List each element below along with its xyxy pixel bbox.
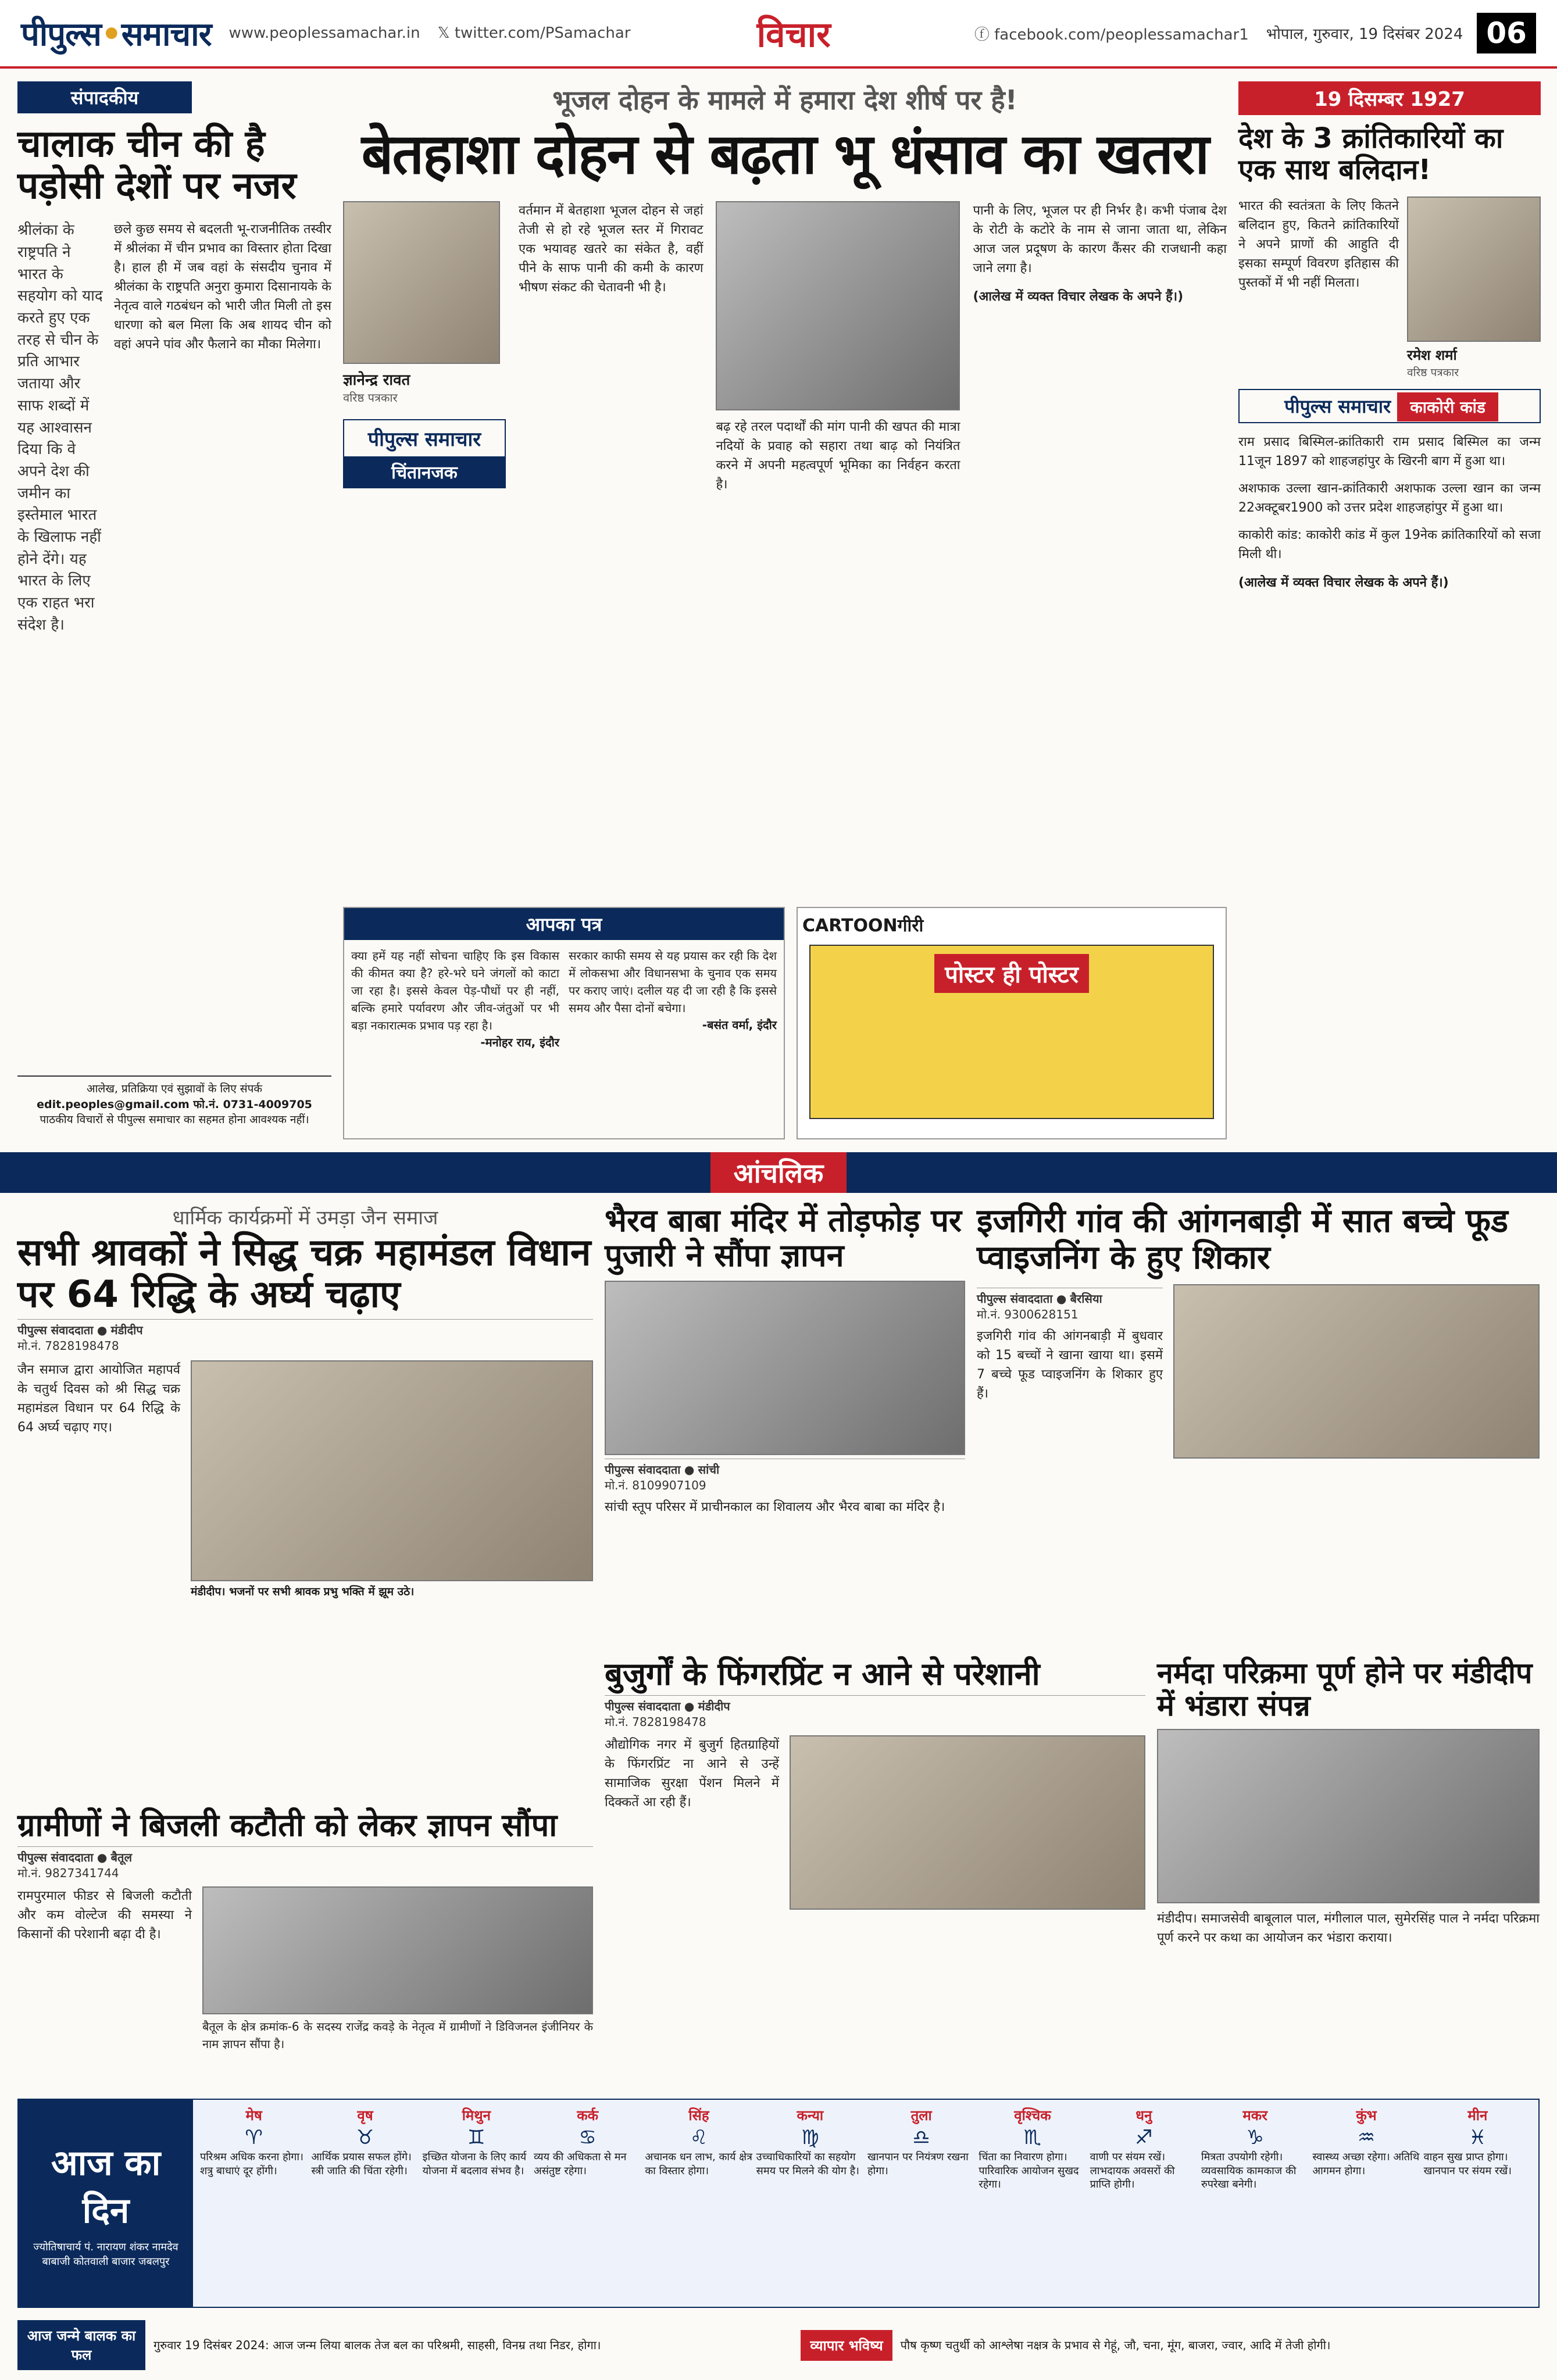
sign-name: मिथुन bbox=[462, 2107, 491, 2124]
sign-card bbox=[1201, 2107, 1309, 2300]
story-body: मंडीदीप। समाजसेवी बाबूलाल पाल, मंगीलाल पाल, सुमेरसिंह पाल ने नर्मदा परिक्रमा पूर्ण करने पर कथा का आयोजन कर भंडारा कराया। bbox=[1157, 1911, 1540, 1945]
sign-card bbox=[311, 2107, 419, 2300]
lead-kicker: भूजल दोहन के मामले में हमारा देश शीर्ष पर है! bbox=[552, 84, 1017, 116]
right-body-4: काकोरी कांड: काकोरी कांड में कुल 19नेक क्रांतिकारियों को सजा मिली थी। bbox=[1238, 527, 1541, 562]
letters bbox=[343, 907, 785, 1139]
story-byline: पीपुल्स संवाददाता ● सांची मो.नं. 8109907109 bbox=[605, 1459, 965, 1493]
sign-card bbox=[423, 2107, 530, 2300]
story-photo bbox=[1173, 1284, 1540, 1459]
story-photo bbox=[790, 1735, 1145, 1910]
right-note: (आलेख में व्यक्त विचार लेखक के अपने हैं।) bbox=[1238, 575, 1449, 590]
story-body: सांची स्तूप परिसर में प्राचीनकाल का शिवालय और भैरव बाबा का मंदिर है। bbox=[605, 1499, 945, 1514]
sign-card bbox=[645, 2107, 752, 2300]
astrologer-credit: ज्योतिषाचार्य पं. नारायण शंकर नामदेव बाबाजी कोतवाली बाजार जबलपुर bbox=[33, 2240, 178, 2268]
cartoon bbox=[797, 907, 1227, 1139]
letter-1: क्या हमें यह नहीं सोचना चाहिए कि इस विकास की कीमत क्या है? हरे-भरे घने जंगलों को काटा जा रहा है। इससे केवल पेड़-पौधों पर ही नहीं, बल्कि हमारे पर्यावरण और जीव-जंतुओं पर भी बड़ा नकारात्मक प्रभाव पड़ रहा है। bbox=[351, 949, 559, 1032]
story-electricity bbox=[17, 1808, 593, 2087]
sign-text: इच्छित योजना के लिए कार्य योजना में बदलाव संभव है। bbox=[422, 2151, 527, 2177]
editorial-tag: संपादकीय bbox=[17, 81, 192, 113]
story-photo bbox=[1157, 1729, 1540, 1903]
author-photo bbox=[1407, 196, 1541, 342]
sign-name: सिंह bbox=[688, 2107, 709, 2124]
sign-text: चिंता का निवारण होगा। पारिवारिक आयोजन सुखद रहेगा। bbox=[979, 2151, 1079, 2191]
author-photo bbox=[343, 201, 500, 364]
sign-name: कन्या bbox=[797, 2107, 824, 2124]
editorial-pullquote: श्रीलंका के राष्ट्रपति ने भारत के सहयोग को याद करते हुए एक तरह से चीन के प्रति आभार जताया और साफ शब्दों में यह आश्वासन दिया कि वे अपने देश की जमीन का इस्तेमाल भारत के खिलाफ नहीं होने देंगे। यह भारत के लिए एक राहत भरा संदेश है। bbox=[17, 221, 103, 634]
facebook-link[interactable]: ⓕ facebook.com/peoplessamachar1 bbox=[974, 26, 1249, 44]
sign-name: मेष bbox=[245, 2107, 262, 2124]
story-jain bbox=[17, 1203, 593, 1796]
letter-2: सरकार काफी समय से यह प्रयास कर रही कि देश में लोकसभा और विधानसभा के चुनाव एक समय पर कराए जाएं। दलील यह दी जा रही है कि इससे समय और पैसा दोनों बचेगा। bbox=[569, 949, 777, 1015]
story-photo bbox=[202, 1886, 593, 2014]
lead-body-2: बढ़ रहे तरल पदार्थों की मांग पानी की खपत की मात्रा नदियों के प्रवाह को सहारा तथा बाढ़ को नियंत्रित करने में अपनी महत्वपूर्ण भूमिका का निर्वहन करता है। bbox=[716, 419, 960, 492]
leo-icon: ♌ bbox=[690, 2126, 708, 2150]
sign-name: वृश्चिक bbox=[1014, 2107, 1051, 2124]
lead-headline: बेतहाशा दोहन से बढ़ता भू धंसाव का खतरा bbox=[361, 121, 1209, 187]
scorpio-icon: ♏ bbox=[1023, 2126, 1042, 2150]
story-kicker: धार्मिक कार्यक्रमों में उमड़ा जैन समाज bbox=[172, 1206, 438, 1230]
gemini-icon: ♊ bbox=[467, 2126, 485, 2150]
section-title: विचार bbox=[756, 15, 831, 55]
sign-card bbox=[756, 2107, 864, 2300]
website-link[interactable]: www.peoplessamachar.in bbox=[228, 24, 420, 42]
lead-article bbox=[343, 81, 1227, 895]
editorial-body: छले कुछ समय से बदलती भू-राजनीतिक तस्वीर में श्रीलंका में चीन प्रभाव का विस्तार होता दिखा है। हाल ही में जब वहां के संसदीय चुनाव में श्रीलंका के राष्ट्रपति अनुरा कुमारा दिसानायके के नेतृत्व वाले गठबंधन को भारी जीत मिली तो इस धारणा को बल मिला कि अब शायद चीन को वहां अपने पांव और फैलाने का मौका मिलेगा। bbox=[114, 222, 331, 352]
sign-card bbox=[200, 2107, 308, 2300]
story-bhairav bbox=[605, 1203, 965, 1645]
sign-card bbox=[979, 2107, 1086, 2300]
horoscope bbox=[17, 2099, 1540, 2308]
sign-name: तुला bbox=[910, 2107, 932, 2124]
sign-card bbox=[1312, 2107, 1420, 2300]
aries-icon: ♈ bbox=[245, 2126, 263, 2150]
sign-card bbox=[867, 2107, 975, 2300]
lead-photo bbox=[716, 201, 960, 410]
logo: पीपुल्स•समाचार bbox=[21, 16, 212, 53]
sign-text: वाणी पर संयम रखें। लाभदायक अवसरों की प्राप्ति होगी। bbox=[1090, 2151, 1175, 2191]
story-headline: सभी श्रावकों ने सिद्ध चक्र महामंडल विधान पर 64 रिद्धि के अर्घ्य चढ़ाए bbox=[17, 1231, 591, 1316]
story-headline: भैरव बाबा मंदिर में तोड़फोड़ पर पुजारी ने सौंपा ज्ञापन bbox=[605, 1202, 962, 1274]
story-headline: इजगिरी गांव की आंगनबाड़ी में सात बच्चे फूड प्वाइजनिंग के हुए शिकार bbox=[977, 1202, 1508, 1277]
horoscope-signs bbox=[193, 2100, 1538, 2307]
sign-text: उच्चाधिकारियों का सहयोग समय पर मिलने की योग है। bbox=[756, 2151, 859, 2177]
sign-text: अचानक धन लाभ, कार्य क्षेत्र का विस्तार होगा। bbox=[645, 2151, 752, 2177]
story-caption: बैतूल के क्षेत्र क्रमांक-6 के सदस्य राजेंद्र कवड़े के नेतृत्व में ग्रामीणों ने डिविजनल इंजीनियर के नाम ज्ञापन सौंपा है। bbox=[202, 2020, 593, 2052]
sign-name: मीन bbox=[1467, 2107, 1488, 2124]
capricorn-icon: ♑ bbox=[1246, 2126, 1264, 2150]
story-headline: ग्रामीणों ने बिजली कटौती को लेकर ज्ञापन सौंपा bbox=[17, 1807, 558, 1843]
editorial-headline: चालाक चीन की है पड़ोसी देशों पर नजर bbox=[17, 123, 297, 208]
story-caption: मंडीदीप। भजनों पर सभी श्रावक प्रभु भक्ति में झूम उठे। bbox=[191, 1585, 415, 1599]
sign-name: वृष bbox=[357, 2107, 373, 2124]
lead-brand-box: पीपुल्स समाचार चिंतानजक bbox=[343, 419, 506, 488]
sign-card bbox=[1424, 2107, 1531, 2300]
taurus-icon: ♉ bbox=[356, 2126, 374, 2150]
lead-body-1: वर्तमान में बेतहाशा भूजल दोहन से जहां तेजी से हो रहे भूजल स्तर में गिरावट एक भयावह खतरे का संकेत है, वहीं पीने के साफ पानी की कमी के कारण भीषण संकट की चेतावनी भी है। bbox=[519, 203, 703, 295]
sign-name: कुंभ bbox=[1356, 2107, 1377, 2124]
right-author-role: वरिष्ठ पत्रकार bbox=[1407, 366, 1459, 379]
story-fingerprint bbox=[605, 1657, 1145, 2087]
biz-text: पौष कृष्ण चतुर्थी को आश्लेषा नक्षत्र के प्रभाव से गेहूं, जौ, चना, मूंग, बाजरा, ज्वार, आदि में तेजी होगी। bbox=[900, 2338, 1331, 2352]
lead-body-3: पानी के लिए, भूजल पर ही निर्भर है। कभी पंजाब देश के रोटी के कटोरे के नाम से जाना जाता था, लेकिन आज जल प्रदूषण के कारण कैंसर की राजधानी कहा जाने लगा है। (आलेख में व्यक्त विचार लेखक के अपने हैं।) bbox=[973, 201, 1227, 494]
sign-text: स्वास्थ्य अच्छा रहेगा। अतिथि आगमन होगा। bbox=[1312, 2151, 1420, 2177]
twitter-link[interactable]: 𝕏 twitter.com/PSamachar bbox=[437, 24, 631, 42]
twitter-icon: 𝕏 bbox=[437, 24, 455, 42]
libra-icon: ♎ bbox=[912, 2126, 930, 2150]
sign-name: मकर bbox=[1242, 2107, 1267, 2124]
story-headline: नर्मदा परिक्रमा पूर्ण होने पर मंडीदीप में भंडारा संपन्न bbox=[1157, 1656, 1533, 1723]
story-food bbox=[977, 1203, 1540, 1645]
sign-text: वाहन सुख प्राप्त होगा। खानपान पर संयम रखें। bbox=[1423, 2151, 1512, 2177]
editorial-footer: आलेख, प्रतिक्रिया एवं सुझावों के लिए संपर्क edit.peoples@gmail.com फो.नं. 0731-4009705 पाठकीय विचारों से पीपुल्स समाचार का सहमत होना आवश्यक नहीं। bbox=[17, 1075, 331, 1128]
right-date: 19 दिसम्बर 1927 bbox=[1238, 81, 1541, 115]
sign-name: कर्क bbox=[577, 2107, 599, 2124]
story-body: इजगिरी गांव की आंगनबाड़ी में बुधवार को 15 बच्चों ने खाना खाया था। इसमें 7 बच्चे फूड प्वाइजनिंग के शिकार हुए हैं। bbox=[977, 1329, 1163, 1402]
zonal-title: आंचलिक bbox=[710, 1152, 847, 1193]
aquarius-icon: ♒ bbox=[1357, 2126, 1376, 2150]
masthead bbox=[0, 0, 1557, 69]
sign-text: मित्रता उपयोगी रहेगी। व्यवसायिक कामकाज की रुपरेखा बनेगी। bbox=[1201, 2151, 1297, 2191]
lead-note: (आलेख में व्यक्त विचार लेखक के अपने हैं।) bbox=[973, 289, 1184, 304]
story-byline: पीपुल्स संवाददाता ● बैरसिया मो.नं. 9300628151 bbox=[977, 1288, 1163, 1322]
story-headline: बुजुर्गों के फिंगरप्रिंट न आने से परेशानी bbox=[605, 1656, 1040, 1692]
story-photo bbox=[191, 1360, 593, 1581]
right-brand-box: पीपुल्स समाचार काकोरी कांड bbox=[1238, 389, 1541, 423]
lead-author-role: वरिष्ठ पत्रकार bbox=[343, 390, 398, 405]
story-byline: पीपुल्स संवाददाता ● बैतूल मो.नं. 9827341744 bbox=[17, 1846, 593, 1881]
letter-1-sig: -मनोहर राय, इंदौर bbox=[480, 1035, 559, 1049]
horoscope-header: आज का दिन ज्योतिषाचार्य पं. नारायण शंकर नामदेव बाबाजी कोतवाली बाजार जबलपुर bbox=[19, 2100, 193, 2307]
virgo-icon: ♍ bbox=[801, 2126, 819, 2150]
zonal-bar bbox=[0, 1152, 1557, 1193]
right-headline: देश के 3 क्रांतिकारियों का एक साथ बलिदान! bbox=[1238, 122, 1504, 186]
story-narmada bbox=[1157, 1657, 1540, 2087]
right-body-3: अशफाक उल्ला खान-क्रांतिकारी अशफाक उल्ला खान का जन्म 22अक्टूबर1900 को उत्तर प्रदेश शाहजहांपुर में हुआ था। bbox=[1238, 481, 1541, 515]
sign-text: परिश्रम अधिक करना होगा। शत्रु बाधाएं दूर होंगी। bbox=[200, 2151, 303, 2177]
sign-text: खानपान पर नियंत्रण रखना होगा। bbox=[867, 2151, 969, 2177]
cartoon-title: CARTOONगीरी bbox=[802, 916, 924, 936]
born-title: आज जन्मे बालक का फल bbox=[17, 2320, 145, 2370]
biz-title: व्यापार भविष्य bbox=[801, 2330, 892, 2361]
born-text: गुरुवार 19 दिसंबर 2024: आज जन्म लिया बालक तेज बल का परिश्रमी, साहसी, विनम्र तथा निडर, होगा। bbox=[153, 2338, 601, 2352]
cartoon-image bbox=[809, 945, 1214, 1119]
story-byline: पीपुल्स संवाददाता ● मंडीदीप मो.नं. 7828198478 bbox=[17, 1319, 593, 1353]
letter-2-sig: -बसंत वर्मा, इंदौर bbox=[702, 1018, 777, 1032]
pisces-icon: ♓ bbox=[1469, 2126, 1487, 2150]
footer-strip bbox=[17, 2317, 1540, 2373]
sign-name: धनु bbox=[1135, 2107, 1152, 2124]
story-photo bbox=[605, 1281, 965, 1455]
right-author: रमेश शर्मा bbox=[1407, 346, 1457, 363]
cancer-icon: ♋ bbox=[578, 2126, 597, 2150]
story-body: जैन समाज द्वारा आयोजित महापर्व के चतुर्थ दिवस को श्री सिद्ध चक्र महामंडल विधान पर 64 रिद्धि के 64 अर्घ्य चढ़ाए गए। bbox=[17, 1363, 180, 1435]
sign-card bbox=[534, 2107, 641, 2300]
editorial bbox=[17, 81, 331, 1128]
facebook-icon: ⓕ bbox=[974, 26, 995, 44]
right-body-1: भारत की स्वतंत्रता के लिए कितने बलिदान हुए, कितने क्रांतिकारियों ने अपने प्राणों की आहुति दी इसका सम्पूर्ण विवरण इतिहास की पुस्तकों में भी नहीं मिलता। bbox=[1238, 198, 1399, 290]
story-body: औद्योगिक नगर में बुजुर्ग हितग्राहियों के फिंगरप्रिंट ना आने से उन्हें सामाजिक सुरक्षा पेंशन मिलने में दिक्कतें आ रही हैं। bbox=[605, 1738, 779, 1810]
right-body-2: राम प्रसाद बिस्मिल-क्रांतिकारी राम प्रसाद बिस्मिल का जन्म 11जून 1897 को शाहजहांपुर के खिरनी बाग में हुआ था। bbox=[1238, 434, 1541, 469]
right-article bbox=[1238, 81, 1541, 1128]
right-tag: काकोरी कांड bbox=[1397, 392, 1498, 421]
page-date: भोपाल, गुरुवार, 19 दिसंबर 2024 bbox=[1266, 26, 1463, 43]
letters-title: आपका पत्र bbox=[344, 908, 784, 940]
cartoon-poster-label: पोस्टर ही पोस्टर bbox=[934, 954, 1089, 993]
sign-card bbox=[1090, 2107, 1198, 2300]
story-byline: पीपुल्स संवाददाता ● मंडीदीप मो.नं. 7828198478 bbox=[605, 1695, 1145, 1729]
lead-tag: चिंतानजक bbox=[344, 456, 505, 487]
sagittarius-icon: ♐ bbox=[1135, 2126, 1153, 2150]
story-body: रामपुरमाल फीडर से बिजली कटौती और कम वोल्टेज की समस्या ने किसानों की परेशानी बढ़ा दी है। bbox=[17, 1889, 192, 1942]
sign-text: व्यय की अधिकता से मन असंतुष्ट रहेगा। bbox=[533, 2151, 627, 2177]
sign-text: आर्थिक प्रयास सफल होंगे। स्त्री जाति की चिंता रहेगी। bbox=[311, 2151, 412, 2177]
page-number: 06 bbox=[1477, 13, 1536, 53]
lead-author: ज्ञानेन्द्र रावत bbox=[343, 371, 410, 389]
